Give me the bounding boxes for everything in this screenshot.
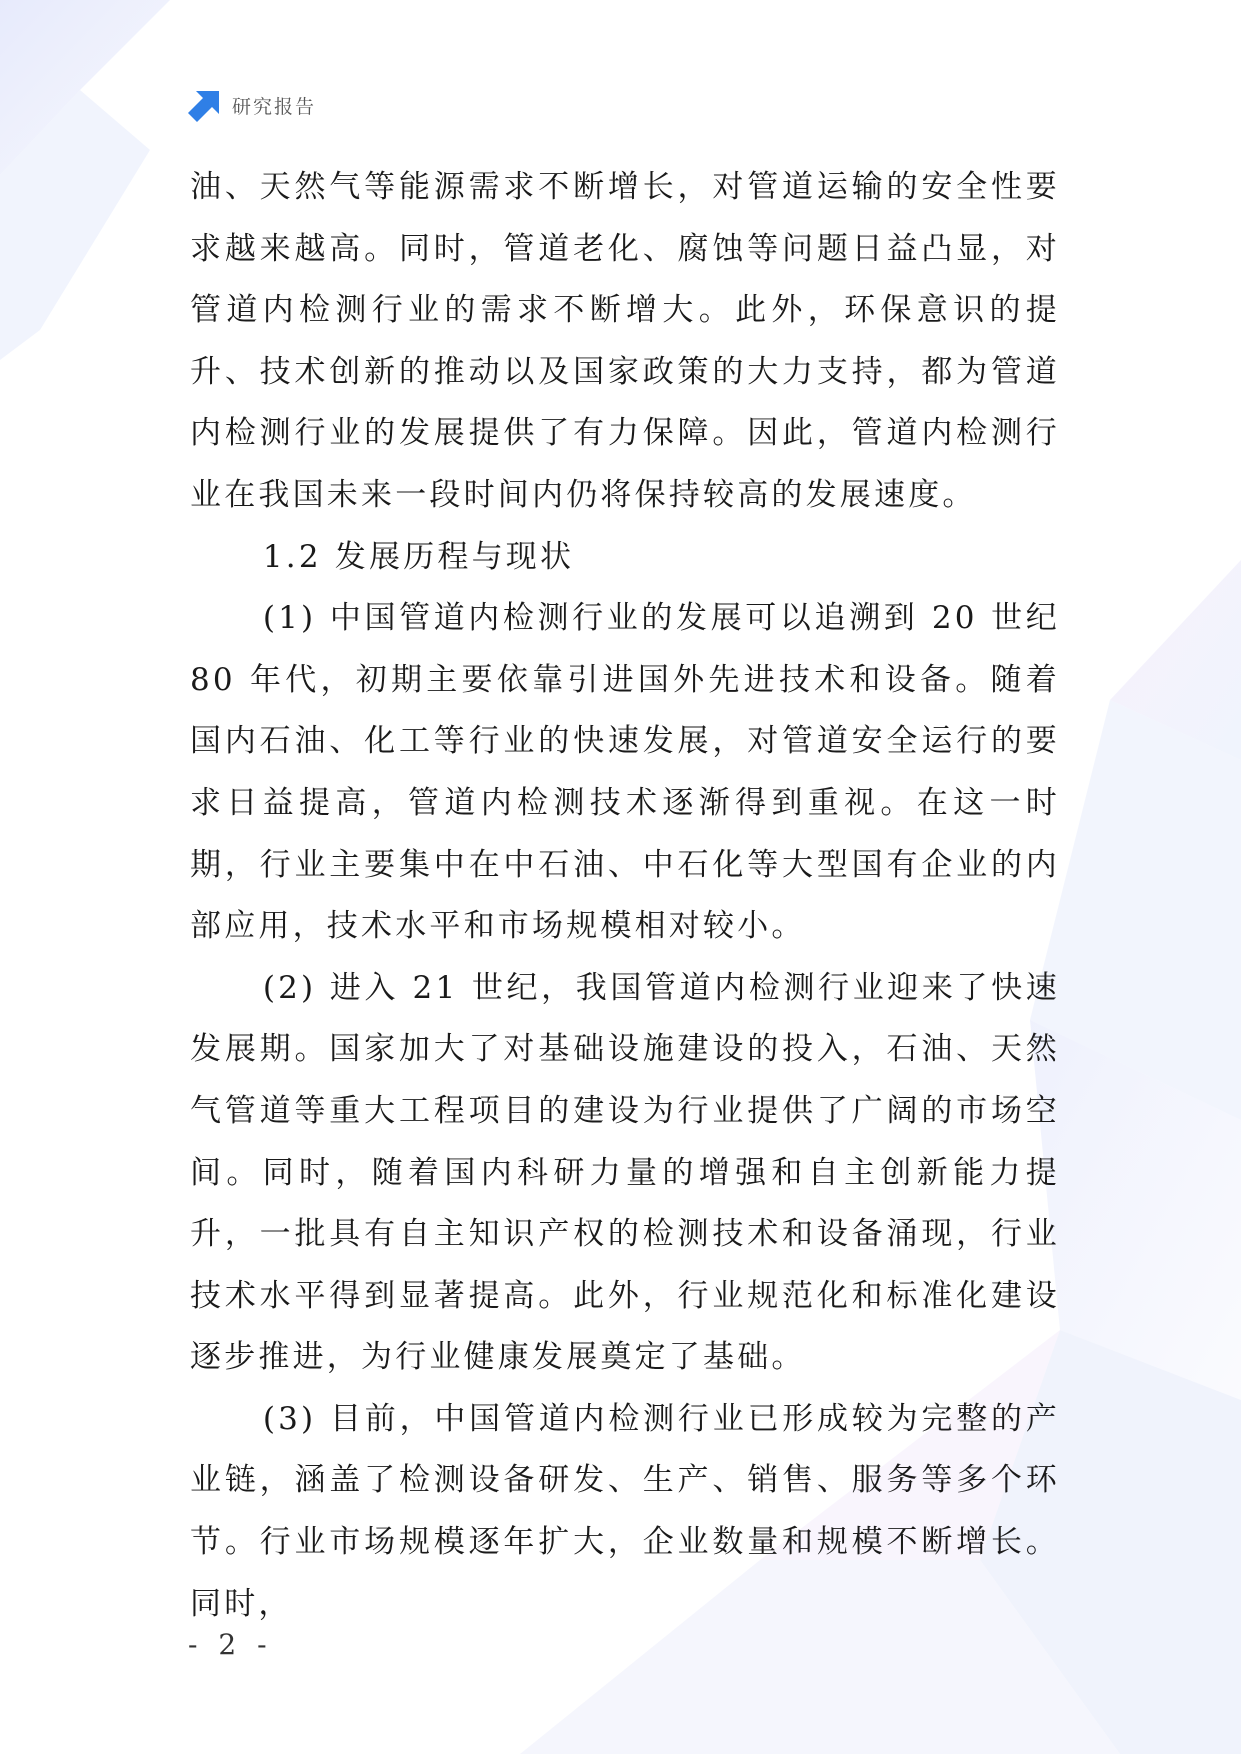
section-heading: 1.2 发展历程与现状: [262, 538, 575, 575]
report-header: [188, 88, 316, 122]
continuation-paragraph: 油、天然气等能源需求不断增长，对管道运输的安全性要求越来越高。同时，管道老化、腐蚀等问题日益凸显，对管道内检测行业的需求不断增大。此外，环保意识的提升、技术创新的推动以及国家政策的大力支持，都为管道内检测行业的发展提供了有力保障。因此，管道内检测行业在我国未来一段时间内仍将保持较高的发展速度。: [190, 169, 1060, 513]
paragraph-3: (3) 目前，中国管道内检测行业已形成较为完整的产业链，涵盖了检测设备研发、生产、销售、服务等多个环节。行业市场规模逐年扩大，企业数量和规模不断增长。同时，: [190, 1400, 1060, 1622]
header-title: 研究报告: [232, 95, 317, 118]
page-number: - 2 -: [188, 1628, 273, 1661]
document-body: [190, 157, 1060, 1635]
paragraph-2: (2) 进入 21 世纪，我国管道内检测行业迎来了快速发展期。国家加大了对基础设施建设的投入，石油、天然气管道等重大工程项目的建设为行业提供了广阔的市场空间。同时，随着国内科研力量的增强和自主创新能力提升，一批具有自主知识产权的检测技术和设备涌现，行业技术水平得到显著提高。此外，行业规范化和标准化建设逐步推进，为行业健康发展奠定了基础。: [190, 969, 1060, 1376]
arrow-up-right-icon: [188, 88, 222, 122]
paragraph-1: (1) 中国管道内检测行业的发展可以追溯到 20 世纪 80 年代，初期主要依靠引进国外先进技术和设备。随着国内石油、化工等行业的快速发展，对管道安全运行的要求日益提高，管道内检测技术逐渐得到重视。在这一时期，行业主要集中在中石油、中石化等大型国有企业的内部应用，技术水平和市场规模相对较小。: [190, 600, 1060, 945]
